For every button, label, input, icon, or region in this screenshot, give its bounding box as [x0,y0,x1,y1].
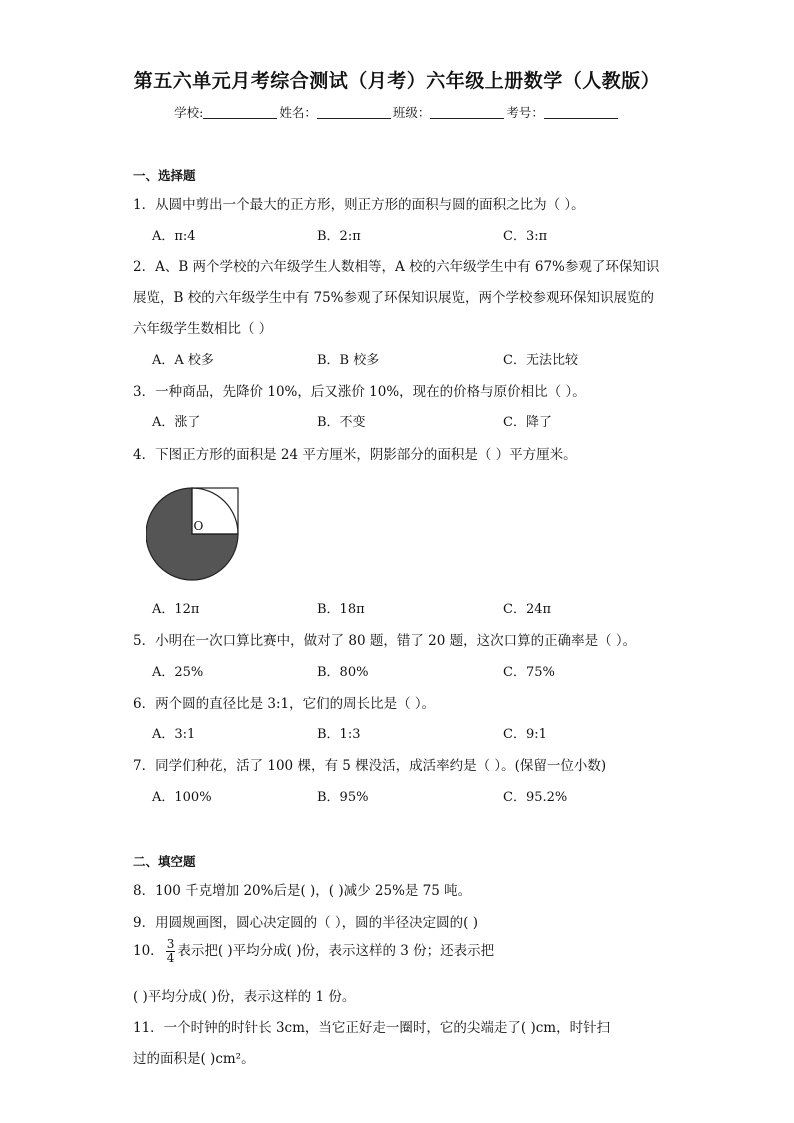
question-2-line-1: 2．A、B 两个学校的六年级学生人数相等，A 校的六年级学生中有 67%参观了环保知识 [133,259,660,275]
circle-square-svg [146,486,242,582]
number-label: 考号： [506,105,544,120]
option-b[interactable]: B．95% [317,790,369,805]
option-a[interactable]: A．12π [152,602,200,617]
question-2-line-3: 六年级学生数相比（ ） [133,321,273,337]
question-10-number: 10． [133,943,164,959]
option-a[interactable]: A．25% [152,665,204,680]
option-c[interactable]: C．95.2% [503,790,568,805]
option-a[interactable]: A．3:1 [152,727,196,742]
section-choice-title: 一、选择题 [133,168,196,183]
class-label: 班级： [392,105,431,120]
question-7: 7．同学们种花，活了 100 棵，有 5 棵没活，成活率约是（ ）。(保留一位小数) [133,758,607,774]
class-blank[interactable] [430,106,504,119]
name-label: 姓名： [279,105,317,120]
option-a[interactable]: A．100% [152,790,212,805]
circle-square-figure [146,486,242,586]
option-a[interactable]: A．涨了 [152,415,201,430]
option-c[interactable]: C．24π [503,602,552,617]
fraction-numerator: 3 [166,937,175,951]
school-label: 学校: [174,105,204,120]
option-b[interactable]: B．18π [317,602,365,617]
option-a[interactable]: A．π:4 [152,229,196,244]
question-9: 9．用圆规画图，圆心决定圆的（ ），圆的半径决定圆的( ) [133,915,478,931]
question-11-line-2: 过的面积是( )cm²。 [133,1051,255,1067]
fraction-denominator: 4 [166,951,175,965]
question-10-line-2: ( )平均分成( )份，表示这样的 1 份。 [133,989,356,1005]
option-c[interactable]: C．9:1 [503,727,547,742]
center-label: O [193,519,204,533]
question-6: 6．两个圆的直径比是 3:1，它们的周长比是（ ）。 [133,696,436,712]
school-blank[interactable] [203,106,277,119]
question-8: 8．100 千克增加 20%后是( )，( )减少 25%是 75 吨。 [133,883,472,899]
option-b[interactable]: B．不变 [317,415,366,430]
option-b[interactable]: B．80% [317,665,369,680]
question-4: 4．下图正方形的面积是 24 平方厘米，阴影部分的面积是（ ）平方厘米。 [133,447,577,463]
question-10-text: 表示把( )平均分成( )份，表示这样的 3 份；还表示把 [177,943,495,959]
question-10-line-1 [133,938,494,965]
option-b[interactable]: B．1:3 [317,727,361,742]
question-5: 5．小明在一次口算比赛中，做对了 80 题，错了 20 题，这次口算的正确率是（ ）。 [133,633,637,649]
option-a[interactable]: A．A 校多 [152,353,214,368]
page-title: 第五六单元月考综合测试（月考）六年级上册数学（人教版） [133,70,661,92]
name-blank[interactable] [317,106,391,119]
question-1: 1．从圆中剪出一个最大的正方形，则正方形的面积与圆的面积之比为（ ）。 [133,197,585,213]
option-c[interactable]: C．降了 [503,415,552,430]
option-b[interactable]: B．2:π [317,229,361,244]
fraction-three-quarters [166,938,176,965]
option-c[interactable]: C．无法比较 [503,353,578,368]
question-11-line-1: 11．一个时钟的时针长 3cm，当它正好走一圈时，它的尖端走了( )cm，时针扫 [133,1020,611,1036]
student-info-row [0,103,794,121]
number-blank[interactable] [544,106,618,119]
option-c[interactable]: C．75% [503,665,555,680]
question-3: 3．一种商品，先降价 10%，后又涨价 10%，现在的价格与原价相比（ ）。 [133,384,586,400]
option-b[interactable]: B．B 校多 [317,353,380,368]
question-2-line-2: 展览，B 校的六年级学生中有 75%参观了环保知识展览，两个学校参观环保知识展览的 [133,290,655,306]
option-c[interactable]: C．3:π [503,229,548,244]
section-fill-title: 二、填空题 [133,854,196,869]
